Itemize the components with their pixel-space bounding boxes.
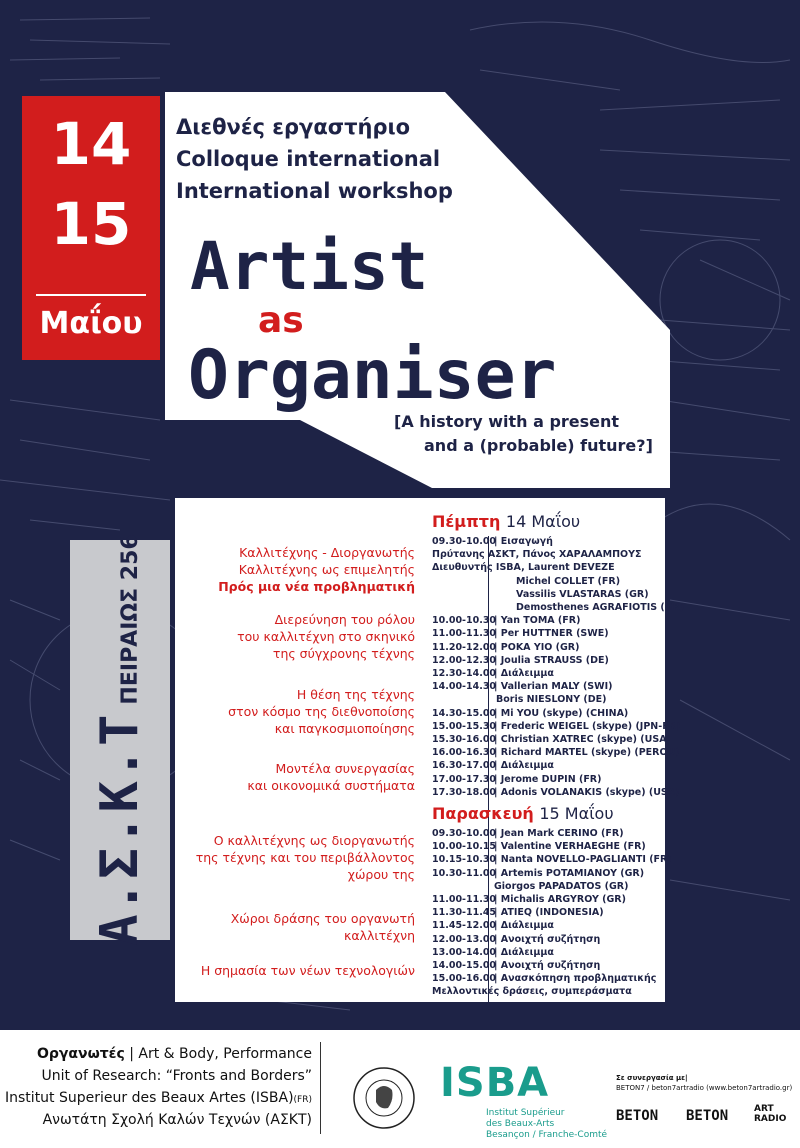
tagline-line-1: [A history with a present bbox=[394, 412, 620, 431]
tagline-line-2: and a (probable) future?] bbox=[424, 436, 653, 455]
topic-line: καλλιτέχνη bbox=[343, 928, 415, 943]
schedule-entry: Διευθυντής ISBA, Laurent DEVEZE bbox=[432, 562, 615, 574]
schedule-entry: | Ανοιχτή συζήτηση bbox=[494, 960, 601, 971]
schedule-entry: | Michalis ARGYROY (GR) bbox=[494, 894, 626, 905]
schedule-time: 10.30-11.00 bbox=[432, 867, 497, 879]
topic-line: Πρός μια νέα προβληματική bbox=[218, 579, 415, 594]
schedule-entry: | Mi YOU (skype) (CHINA) bbox=[494, 707, 629, 719]
schedule-time: 15.00-15.30 bbox=[432, 720, 497, 732]
schedule-entry: | Jean Mark CERINO (FR) bbox=[494, 828, 624, 839]
schedule-time: 13.00-14.00 bbox=[432, 946, 497, 958]
topic-line: στον κόσμο της διεθνοποίσης bbox=[228, 704, 415, 719]
schedule-time: 12.30-14.00 bbox=[432, 668, 497, 679]
organizers-line-4: Ανωτάτη Σχολή Καλών Τεχνών (ΑΣΚΤ) bbox=[42, 1112, 312, 1128]
title-organiser: Organiser bbox=[188, 336, 557, 415]
schedule-time: 14.00-15.00 bbox=[432, 960, 497, 971]
title-artist: Artist bbox=[190, 228, 429, 305]
schedule-time: 10.00-10.15 bbox=[432, 841, 497, 853]
schedule-time: 10.00-10.30 bbox=[432, 615, 497, 627]
organizer-isba: Institut Superieur des Beaux Artes (ISBA) bbox=[5, 1090, 294, 1106]
schedule-time: 17.00-17.30 bbox=[432, 773, 497, 785]
isba-sub-1: Institut Supérieur bbox=[486, 1108, 565, 1118]
organizers-line-3 bbox=[5, 1088, 312, 1110]
beton-logo-1: BETON bbox=[616, 1108, 659, 1124]
schedule-time: 15.30-16.00 bbox=[432, 734, 497, 745]
day2-name: Παρασκευή bbox=[432, 804, 534, 823]
footer-divider bbox=[320, 1042, 321, 1134]
day1-name: Πέμπτη bbox=[432, 512, 501, 531]
schedule-time: 09.30-10.00 bbox=[432, 828, 497, 839]
schedule-time: 10.15-10.30 bbox=[432, 854, 497, 866]
collab-line: BETON7 / beton7artradio (www.beton7artradio.gr) bbox=[616, 1084, 793, 1092]
subtitle-french: Colloque international bbox=[176, 147, 441, 171]
artradio-line-2: RADIO bbox=[754, 1114, 787, 1124]
topic-line: Η σημασία των νέων τεχνολογιών bbox=[200, 963, 415, 978]
schedule-entry: | Ανασκόπηση προβληματικής bbox=[494, 973, 657, 985]
venue-address: ΠΕΙΡΑΙΩΣ 256 bbox=[118, 534, 143, 705]
schedule-entry: | Artemis POTAMIANOY (GR) bbox=[494, 867, 645, 879]
organizers-label: Οργανωτές bbox=[36, 1046, 125, 1062]
schedule-entry: | Jerome DUPIN (FR) bbox=[494, 773, 602, 785]
schedule-entry: Vassilis VLASTARAS (GR) bbox=[516, 588, 649, 600]
subtitle-english: International workshop bbox=[176, 179, 453, 203]
date-day-2: 15 bbox=[50, 190, 132, 258]
topic-line: Καλλιτέχνης - Διοργανωτής bbox=[239, 545, 415, 560]
artradio-line-1: ART bbox=[754, 1104, 774, 1114]
subtitle-greek: Διεθνές εργαστήριο bbox=[176, 115, 411, 139]
schedule-entry: | Ανοιχτή συζήτηση bbox=[494, 933, 601, 945]
schedule-time: 14.30-15.00 bbox=[432, 707, 497, 719]
day1-date: 14 Μαΐου bbox=[505, 512, 581, 531]
schedule-entry: | Διάλειμμα bbox=[494, 920, 554, 932]
venue-name: Α.Σ.Κ.Τ bbox=[90, 712, 150, 946]
schedule-entry: Michel COLLET (FR) bbox=[516, 575, 621, 587]
schedule-entry: | POKA YIO (GR) bbox=[494, 641, 580, 653]
venue-banner bbox=[70, 534, 170, 946]
topic-line: Χώροι δράσης του οργανωτή bbox=[230, 911, 415, 926]
topic-line: και παγκοσμιοποίησης bbox=[274, 721, 415, 736]
schedule-time: 12.00-12.30 bbox=[432, 654, 497, 666]
beton-logo-2: BETON bbox=[686, 1108, 729, 1124]
schedule-entry: Boris NIESLONY (DE) bbox=[496, 694, 607, 706]
topic-line: χώρου της bbox=[347, 867, 415, 882]
venue-text bbox=[90, 534, 150, 945]
schedule-entry: | Per HUTTNER (SWE) bbox=[494, 628, 609, 640]
schedule-time: 16.30-17.00 bbox=[432, 760, 497, 772]
schedule-time: 11.00-11.30 bbox=[432, 628, 497, 640]
schedule-entry: | ATIEQ (INDONESIA) bbox=[494, 907, 604, 919]
schedule-time: 12.00-13.00 bbox=[432, 933, 497, 945]
collab-label: Σε συνεργασία με| bbox=[616, 1074, 688, 1082]
isba-sub-2: des Beaux-Arts bbox=[486, 1119, 555, 1129]
schedule-time: 14.00-14.30 bbox=[432, 681, 497, 693]
date-month: Μαΐου bbox=[39, 306, 143, 341]
schedule-entry: | Διάλειμμα bbox=[494, 760, 554, 772]
topic-line: Μοντέλα συνεργασίας bbox=[275, 761, 415, 776]
isba-logo: ISBA bbox=[440, 1060, 550, 1106]
topic-line: Καλλιτέχνης ως επιμελητής bbox=[238, 562, 415, 577]
organizer-art-body: Art & Body, Performance bbox=[138, 1046, 312, 1062]
schedule-entry: | Εισαγωγή bbox=[494, 536, 553, 547]
schedule-time: 17.30-18.00 bbox=[432, 786, 497, 798]
topic-line: της τέχνης και του περιβάλλοντος bbox=[195, 850, 415, 865]
schedule-entry: Μελλοντικές δράσεις, συμπεράσματα bbox=[432, 986, 632, 998]
schedule-entry: | Valentine VERHAEGHE (FR) bbox=[494, 841, 646, 853]
schedule-entry: | Διάλειμμα bbox=[494, 946, 554, 958]
date-divider bbox=[36, 294, 146, 296]
isba-sub-3: Besançon / Franche-Comté bbox=[486, 1130, 608, 1140]
title-as: as bbox=[258, 300, 304, 341]
schedule-entry: | Yan TOMA (FR) bbox=[494, 615, 581, 627]
organizers-line-2: Unit of Research: “Fronts and Borders” bbox=[41, 1068, 312, 1084]
askt-seal-logo bbox=[352, 1066, 416, 1130]
date-badge bbox=[22, 96, 160, 360]
date-day-1: 14 bbox=[50, 110, 132, 178]
topic-line: Διερεύνηση του ρόλου bbox=[274, 612, 415, 627]
schedule-time: 11.30-11.45 bbox=[432, 907, 497, 919]
schedule-entry: | Nanta NOVELLO-PAGLIANTI (FR) bbox=[494, 854, 672, 866]
schedule-time: 16.00-16.30 bbox=[432, 747, 497, 759]
footer bbox=[0, 1030, 800, 1148]
schedule-time: 11.45-12.00 bbox=[432, 920, 497, 932]
topic-line: της σύγχρονης τέχνης bbox=[272, 646, 415, 661]
topic-line: Ο καλλιτέχνης ως διοργανωτής bbox=[213, 833, 415, 848]
organizers-line-1: Οργανωτές | Art & Body, Performance bbox=[36, 1046, 312, 1062]
topic-line: και οικονομικά συστήματα bbox=[247, 778, 415, 793]
schedule-entry: | Vallerian MALY (SWI) bbox=[494, 681, 613, 693]
schedule-entry: | Frederic WEIGEL (skype) (JPN-FR) bbox=[494, 720, 681, 732]
schedule-time: 15.00-16.00 bbox=[432, 973, 497, 985]
schedule-entry: Giorgos PAPADATOS (GR) bbox=[494, 880, 629, 892]
schedule-entry: | Adonis VOLANAKIS (skype) (USA) bbox=[494, 786, 680, 798]
day1-heading bbox=[432, 512, 580, 531]
schedule-entry: | Christian XATREC (skype) (USA) bbox=[494, 734, 671, 745]
schedule-entry: | Διάλειμμα bbox=[494, 668, 554, 679]
organizer-isba-country: (FR) bbox=[293, 1095, 312, 1105]
topic-line: Η θέση της τέχνης bbox=[296, 687, 415, 702]
schedule-entry: | Richard MARTEL (skype) (PEROU) bbox=[494, 747, 680, 759]
schedule-time: 11.20-12.00 bbox=[432, 641, 497, 653]
schedule-time: 11.00-11.30 bbox=[432, 894, 497, 905]
day2-date: 15 Μαΐου bbox=[539, 804, 614, 823]
schedule-entry: Πρύτανης ΑΣΚΤ, Πάνος ΧΑΡΑΛΑΜΠΟΥΣ bbox=[432, 549, 642, 561]
schedule-entry: | Joulia STRAUSS (DE) bbox=[494, 654, 609, 666]
artradio-logo bbox=[754, 1104, 786, 1124]
schedule-entry: Demosthenes AGRAFIOTIS (GR) bbox=[516, 602, 685, 613]
schedule-time: 09.30-10.00 bbox=[432, 536, 497, 547]
topic-line: του καλλιτέχνη στο σκηνικό bbox=[237, 629, 415, 644]
day2-heading bbox=[432, 804, 614, 823]
